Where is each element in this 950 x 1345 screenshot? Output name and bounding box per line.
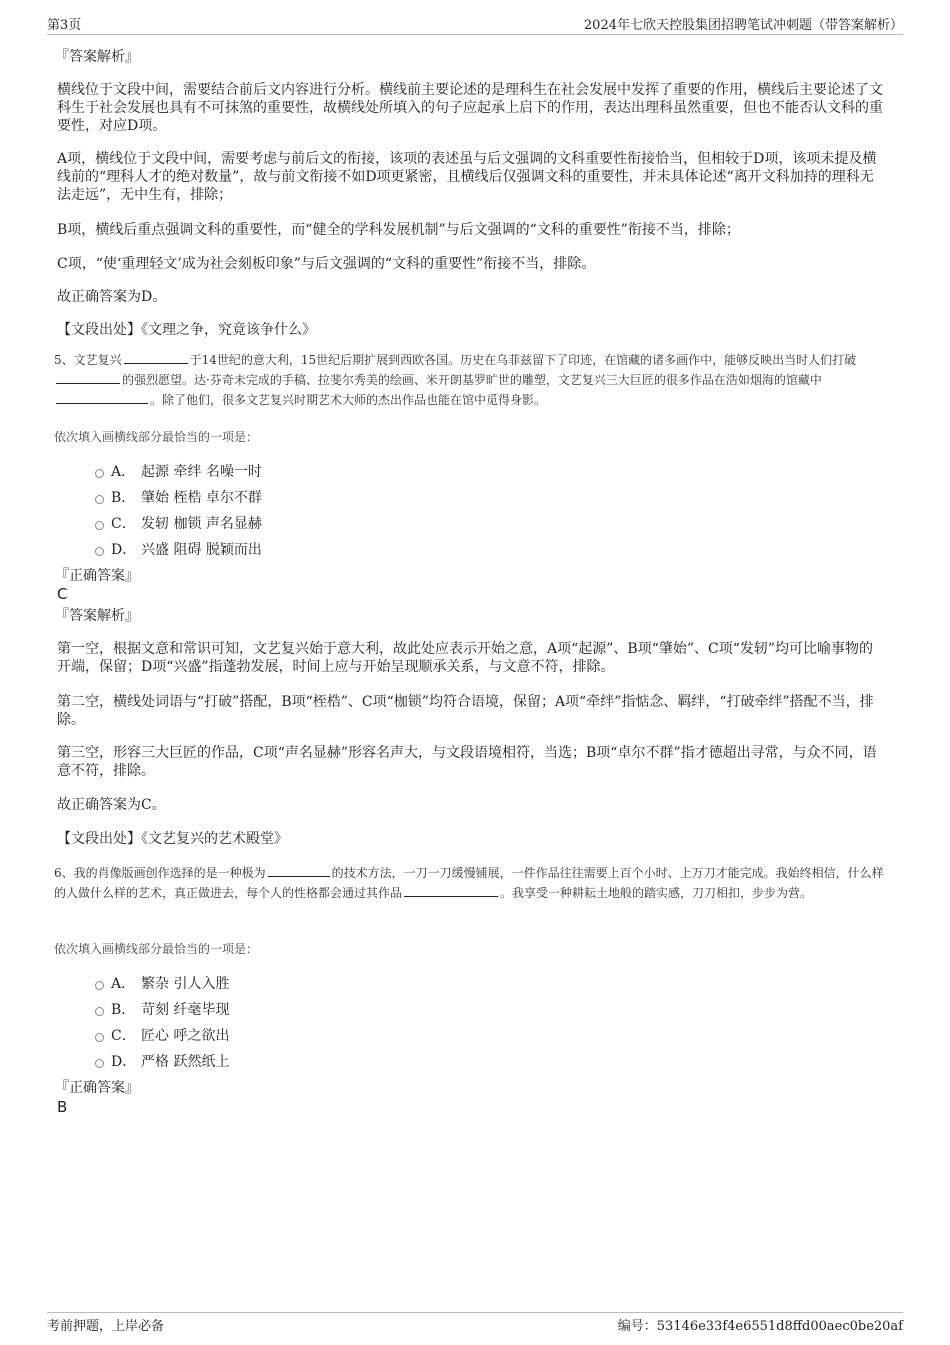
radio-icon[interactable] bbox=[95, 469, 104, 478]
q6-answer: B bbox=[57, 1098, 68, 1116]
q6-option-b[interactable]: B． 苛刻 纤毫毕现 bbox=[95, 996, 229, 1022]
q6-option-a[interactable]: A． 繁杂 引人入胜 bbox=[95, 970, 229, 996]
q6-option-c[interactable]: C． 匠心 呼之欲出 bbox=[95, 1022, 229, 1048]
document-code: 编号：53146e33f4e6551d8ffd00aec0be20af bbox=[617, 1319, 903, 1334]
q5-analysis-label: 『答案解析』 bbox=[55, 608, 139, 624]
q6-question-text: 6、我的肖像版画创作选择的是一种极为 的技术方法，一刀一刀缓慢铺展，一件作品往往需要上百个小时、上万刀才能完成。我始终相信，什么样的人做什么样的艺术，真正做进去，每个人的性格都会通过其作品 。我享受一种耕耘土地般的踏实感，刀刀相扣，步步为营。 bbox=[54, 863, 884, 903]
q5-blank-1 bbox=[124, 350, 188, 364]
q5-answer: C bbox=[57, 585, 68, 603]
q5-blank-2 bbox=[56, 370, 120, 384]
q5-option-a[interactable]: A． 起源 牵绊 名噪一时 bbox=[95, 458, 262, 484]
q4-source: 【文段出处】《文理之争，究竟该争什么》 bbox=[57, 322, 316, 338]
q6-options bbox=[95, 970, 229, 1074]
q5-prompt: 依次填入画横线部分最恰当的一项是： bbox=[54, 430, 259, 444]
radio-icon[interactable] bbox=[95, 495, 104, 504]
q6-blank-1 bbox=[268, 863, 330, 877]
q5-option-b[interactable]: B． 肇始 桎梏 卓尔不群 bbox=[95, 484, 262, 510]
document-title: 2024年七欣天控股集团招聘笔试冲刺题（带答案解析） bbox=[583, 18, 903, 33]
q5-analysis-para-1: 第一空，根据文意和常识可知，文艺复兴始于意大利，故此处应表示开始之意，A项“起源”、B项“肇始”、C项“发轫”均可比喻事物的开端，保留；D项“兴盛”指蓬勃发展，时间上应与开始呈现顺承关系，与文意不符，排除。 bbox=[57, 641, 874, 675]
q4-analysis-para-2: A项，横线位于文段中间，需要考虑与前后文的衔接，该项的表述虽与后文强调的文科重要性衔接恰当，但相较于D项，该项未提及横线前的“理科人才的绝对数量”，故与前文衔接不如D项更紧密，且横线后仅强调文科的重要性，并未具体论述“离开文科加持的理科无法走远”，无中生有，排除； bbox=[57, 151, 877, 203]
q5-answer-label: 『正确答案』 bbox=[55, 568, 139, 584]
radio-icon[interactable] bbox=[95, 981, 104, 990]
q5-conclusion: 故正确答案为C。 bbox=[57, 797, 166, 813]
footer-slogan: 考前押题，上岸必备 bbox=[47, 1319, 165, 1334]
radio-icon[interactable] bbox=[95, 1059, 104, 1068]
q5-options bbox=[95, 458, 262, 562]
q6-option-d[interactable]: D． 严格 跃然纸上 bbox=[95, 1048, 229, 1074]
radio-icon[interactable] bbox=[95, 1033, 104, 1042]
q5-option-d[interactable]: D． 兴盛 阻碍 脱颖而出 bbox=[95, 536, 262, 562]
page-number: 第3页 bbox=[47, 18, 82, 33]
q5-analysis-para-2: 第二空，横线处词语与“打破”搭配，B项“桎梏”、C项“枷锁”均符合语境，保留；A项“牵绊”指惦念、羁绊，“打破牵绊”搭配不当，排除。 bbox=[57, 694, 874, 728]
q5-question-text: 5、文艺复兴 于14世纪的意大利，15世纪后期扩展到西欧各国。历史在乌菲兹留下了印迹，在馆藏的诸多画作中，能够反映出当时人们打破的强烈愿望。达·芬奇未完成的手稿、拉斐尔秀美的绘画、米开朗基罗旷世的雕塑，文艺复兴三大巨匠的很多作品在浩如烟海的馆藏中。除了他们，很多文艺复兴时期艺术大师的杰出作品也能在馆中觅得身影。 bbox=[54, 350, 884, 410]
q5-blank-3 bbox=[56, 390, 148, 404]
q4-conclusion: 故正确答案为D。 bbox=[57, 289, 167, 305]
q6-prompt: 依次填入画横线部分最恰当的一项是： bbox=[54, 942, 259, 956]
q5-source: 【文段出处】《文艺复兴的艺术殿堂》 bbox=[57, 831, 288, 847]
q4-analysis-para-4: C项，“使‘重理轻文’成为社会刻板印象”与后文强调的“文科的重要性”衔接不当，排除。 bbox=[57, 256, 596, 272]
page-footer bbox=[47, 1312, 903, 1334]
q5-analysis-para-3: 第三空，形容三大巨匠的作品，C项“声名显赫”形容名声大，与文段语境相符，当选；B项“卓尔不群”指才德超出寻常，与众不同，语意不符，排除。 bbox=[57, 745, 877, 779]
q4-analysis-para-1: 横线位于文段中间，需要结合前后文内容进行分析。横线前主要论述的是理科生在社会发展中发挥了重要的作用，横线后主要论述了文科生于社会发展也具有不可抹煞的重要性，故横线处所填入的句子应起承上启下的作用，表达出理科虽然重要，但也不能否认文科的重要性，对应D项。 bbox=[57, 82, 883, 134]
radio-icon[interactable] bbox=[95, 547, 104, 556]
page-header bbox=[47, 14, 903, 35]
q6-answer-label: 『正确答案』 bbox=[55, 1080, 139, 1096]
q4-analysis-label: 『答案解析』 bbox=[55, 49, 139, 65]
q4-analysis-para-3: B项，横线后重点强调文科的重要性，而“健全的学科发展机制”与后文强调的“文科的重要性”衔接不当，排除； bbox=[57, 222, 740, 238]
q6-blank-2 bbox=[404, 883, 498, 897]
q5-option-c[interactable]: C． 发轫 枷锁 声名显赫 bbox=[95, 510, 262, 536]
radio-icon[interactable] bbox=[95, 521, 104, 530]
radio-icon[interactable] bbox=[95, 1007, 104, 1016]
